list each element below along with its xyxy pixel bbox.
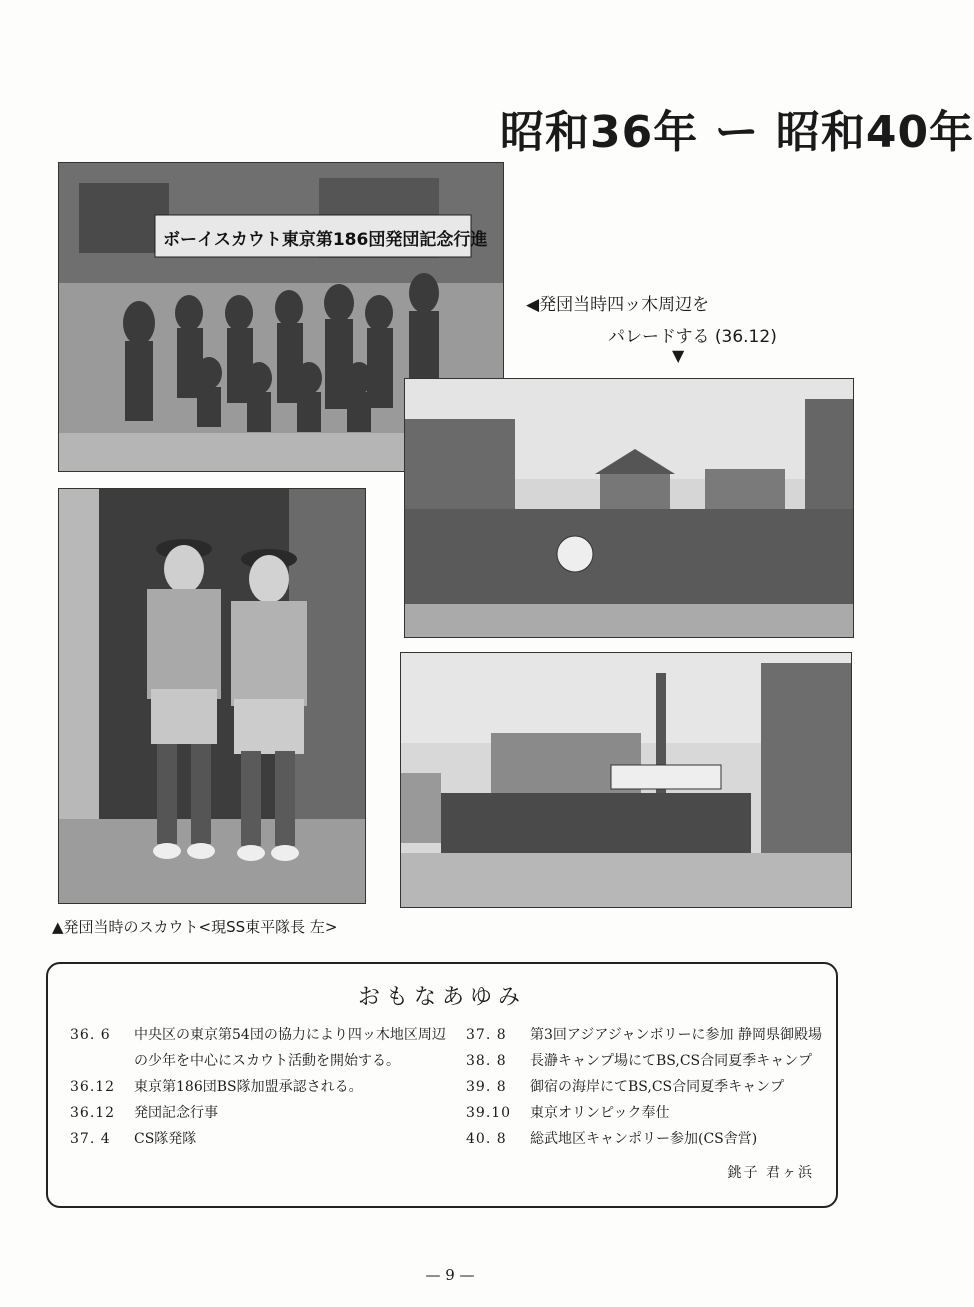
entry-text: 第3回アジアジャンボリーに参加 静岡県御殿場 [530,1027,822,1043]
history-entry [70,1074,450,1100]
scout-photo-caption: ▲発団当時のスカウト<現SS東平隊長 左> [52,918,338,936]
page-title: 昭和36年 ー 昭和40年 [500,107,974,158]
photo-street-parade [400,652,852,908]
history-entry [466,1048,826,1074]
history-box [46,962,838,1208]
photo-two-scouts [58,488,366,904]
entry-text: 発団記念行事 [134,1105,218,1121]
down-arrow-icon: ▼ [672,346,685,365]
history-entry [466,1100,826,1126]
entry-text: 御宿の海岸にてBS,CS合同夏季キャンプ [530,1079,785,1095]
parade-photo-image [405,379,853,637]
entry-text: 長瀞キャンプ場にてBS,CS合同夏季キャンプ [530,1053,813,1069]
entry-date: 39.10 [466,1105,512,1121]
entry-date: 39. 8 [466,1079,507,1095]
banner-text: ボーイスカウト東京第186団発団記念行進 [163,230,488,250]
entry-date: 37. 8 [466,1027,507,1043]
parade-caption-line1: ◀発団当時四ッ木周辺を [526,295,710,315]
photo-parade [404,378,854,638]
entry-text: 東京第186団BS隊加盟承認される。 [134,1079,363,1095]
entry-date: 36. 6 [70,1027,111,1043]
photo-credit: 銚子 君ヶ浜 [727,1165,814,1181]
history-entry [466,1074,826,1100]
history-entry [70,1126,450,1152]
history-entry [466,1022,826,1048]
history-entry [70,1100,450,1126]
two-scouts-image [59,489,365,903]
page-number: — 9 — [425,1266,475,1284]
entry-text: CS隊発隊 [134,1131,197,1147]
history-entry [466,1126,826,1152]
entry-date: 36.12 [70,1105,116,1121]
history-title: おもなあゆみ [357,985,526,1010]
entry-date: 37. 4 [70,1131,111,1147]
entry-date: 40. 8 [466,1131,507,1147]
street-parade-image [401,653,851,907]
entry-text: 東京オリンピック奉仕 [530,1105,670,1121]
entry-text: 中央区の東京第54団の協力により四ッ木地区周辺の少年を中心にスカウト活動を開始する。 [134,1027,446,1069]
entry-text: 総武地区キャンポリー参加(CS舎営) [530,1131,758,1147]
parade-caption-line2: パレードする (36.12) [608,327,777,347]
entry-date: 38. 8 [466,1053,507,1069]
history-right-column [466,1022,826,1152]
history-entry [70,1022,450,1074]
entry-date: 36.12 [70,1079,116,1095]
history-left-column [70,1022,450,1152]
